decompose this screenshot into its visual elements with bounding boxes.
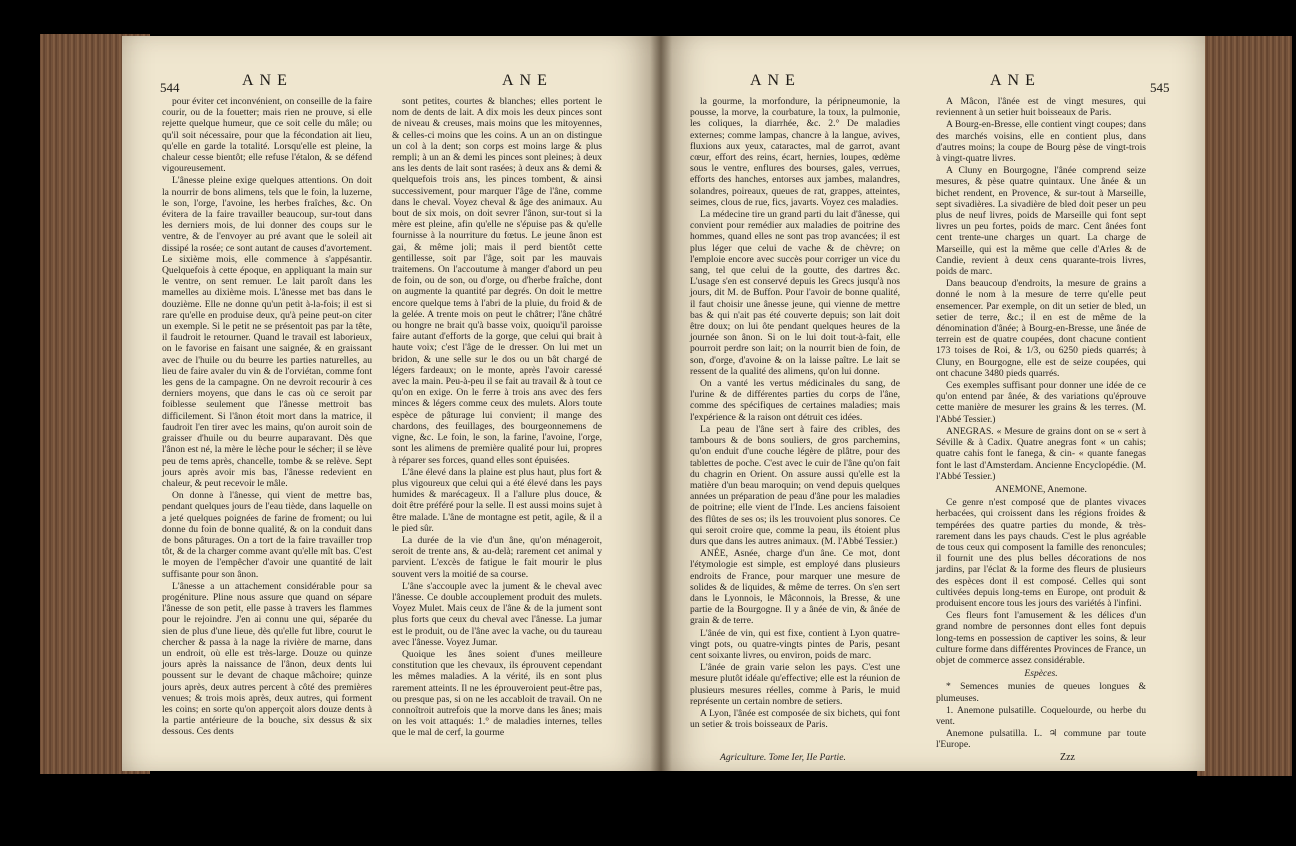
paragraph: A Bourg-en-Bresse, elle contient vingt coupes; dans des marchés voisins, elle en contient plus, dans d'autres moins; la coupe de Bourg pèse de vingt-trois à vingt-quatre livres. [936,119,1146,165]
running-head-right: ANE [990,72,1041,89]
running-head-right: ANE [502,72,553,89]
page-footer: Agriculture. Tome Ier, IIe Partie. [720,752,846,763]
book-gutter [650,36,672,771]
column-1 [690,96,900,731]
paragraph: Ces fleurs font l'amusement & les délices d'un grand nombre de personnes dont elles font depuis long-tems en possession de captiver les soins, & leur culture forme dans différentes Provinces de France, un objet de commerce assez considérable. [936,610,1146,666]
paragraph: ANEGRAS. « Mesure de grains dont on se « sert à Séville & à Cadix. Quatre anegras font « un cahis; quatre cahis font le fanega, & cin- « quante fanegas font le last d'Amsterdam. Ancienne Encyclopédie. (M. l'Abbé Tessier.) [936,425,1146,482]
page-edges-right [1197,36,1292,776]
paragraph: Anemone pulsatilla. L. ♃ commune par toute l'Europe. [936,728,1146,751]
paragraph: L'ânesse a un attachement considérable pour sa progéniture. Pline nous assure que quand on sépare l'ânesse de son petit, elle passe à travers les flammes pour le rejoindre. J'en ai connu une qui, séparée du sien de plus d'une lieue, dès qu'elle fut libre, courut le chercher & passa à la nage la rivière de marne, dans un endroit, où elle est très-large. Douze ou quinze jours après la naissance de l'ânon, deux dents lui poussent sur le devant de chaque mâchoire; quinze jours après, deux autres percent à côté des premières venues; & trois mois après, deux autres, qui forment les coins; en sorte qu'on apperçoit alors douze dents à la partie antérieure de la bouche, six dessus & six dessous. Ces dents [162,580,372,738]
paragraph: L'ânée de grain varie selon les pays. C'est une mesure plutôt idéale qu'effective; elle est la réunion de plusieurs mesures réelles, comme à Paris, le muid représente un certain nombre de setiers. [690,662,900,707]
paragraph: On a vanté les vertus médicinales du sang, de l'urine & de différentes parties du corps de l'âne, comme des spécifiques de certaines maladies; mais l'expérience & la raison ont détruit ces idées. [690,378,900,423]
paragraph: L'âne élevé dans la plaine est plus haut, plus fort & plus vigoureux que celui qui a été élevé dans les pays humides & marécageux. Il a l'allure plus douce, & doit être préféré pour la selle. Il est aussi moins sujet à être malade. L'âne de montagne est petit, agile, & il a le pied sûr. [392,466,602,534]
running-head-left: ANE [750,72,801,89]
column-2 [936,96,1146,752]
paragraph: La médecine tire un grand parti du lait d'ânesse, qui convient pour remédier aux maladies de poitrine des hommes, quand elles ne sont pas trop avancées; il est plus léger que celui de vache & de chèvre; on l'emploie encore avec succès pour corriger un vice du sang, tel que celui de la goutte, des dartres &c. L'usage s'en est conservé depuis les Grecs jusqu'à nos jours, dit M. de Buffon. Pour l'avoir de bonne qualité, il faut choisir une ânesse jeune, qui vienne de mettre bas & qui n'ait pas été couverte depuis; son lait doit être doux; on lui ôte pendant quelques heures de la journée son ânon. Si on le lui doit tout-à-fait, elle pourroit perdre son lait; on la nourrit bien de foin, de son, d'orge, d'avoine & on la laisse paître. Le lait se ressent de la qualité des alimens, qu'on lui donne. [690,209,900,377]
paragraph: pour éviter cet inconvénient, on conseille de la faire courir, ou de la fouetter; mais rien ne prouve, si elle rejette quelque humeur, que ce soit celle du mâle; ou qu'il soit nécessaire, pour que la fécondation ait lieu, qu'elle en garde la totalité. Lorsqu'elle est pleine, la chaleur cesse bientôt; elle refuse l'étalon, & se défend vigoureusement. [162,96,372,175]
paragraph: Ce genre n'est composé que de plantes vivaces herbacées, qui croissent dans les régions froides & tempérées des quatre parties du monde, & très-rarement dans les pays chauds. C'est le plus agréable de tous ceux qui composent la famille des renoncules; il fournit une des plus belles décorations de nos jardins, par l'éclat & la forme des fleurs de plusieurs des espèces dont il est composé. Celles qui sont cultivées depuis long-tems en Europe, ont produit & produisent encore tous les jours des variétés à l'infini. [936,497,1146,609]
paragraph: ANÉE, Asnée, charge d'un âne. Ce mot, dont l'étymologie est simple, est employé dans plusieurs endroits de France, pour marquer une mesure de solides & de liquides, & même de terres. On s'en sert dans le Lyonnois, le Mâconnois, la Bresse, & une partie de la Bourgogne. Il y a ânée de vin, & ânée de grain & de terre. [690,548,900,627]
column-1 [162,96,372,739]
signature-mark: Zzz [1060,752,1075,763]
paragraph: Ces exemples suffisant pour donner une idée de ce qu'on entend par ânée, & des variations qu'éprouve cette manière de mesurer les grains & les terres. (M. l'Abbé Tessier.) [936,380,1146,425]
paragraph: On donne à l'ânesse, qui vient de mettre bas, pendant quelques jours de l'eau tiède, dans laquelle on a jeté quelques poignées de farine de froment; ou lui donne du foin de bonne qualité, & on la conduit dans de bons pâturages. On a tort de la faire travailler trop tôt, & de la charger comme avant qu'elle mît bas. C'est le moyen de l'empêcher d'avoir une quantité de lait suffisante pour son ânon. [162,490,372,580]
paragraph: sont petites, courtes & blanches; elles portent le nom de dents de lait. A dix mois les deux pinces sont de niveau & creuses, mais moins que les mitoyennes, & celles-ci moins que les coins. A un an on distingue un col à la dent; son corps est moins large & plus rempli; à un an & demi les pinces sont pleines; à deux ans les dents de lait sont rasées; à deux ans & demi & quelquefois trois ans, les pinces tombent, & ainsi successivement, pour marquer l'âge de l'âne, comme dans le cheval. Voyez cheval & âge des animaux. Au bout de six mois, on doit sevrer l'ânon, sur-tout si la mère est pleine, afin qu'elle ne s'épuise pas & qu'elle fournisse à la nourriture du fœtus. Le jeune ânon est gai, & même joli; mais il perd bientôt cette gentillesse, soit par l'âge, soit par les mauvais traitemens. On l'accoutume à manger d'abord un peu de foin, ou de son, ou d'orge, ou d'herbe fraîche, dont on augmente la quantité par degrés. On doit le mettre encore quelque tems à l'abri de la pluie, du froid & de la gelée. A trente mois on peut le châtrer; l'âne châtré ou hongre ne brait qu'à basse voix, quoiqu'il paroisse faire autant d'efforts de la gorge, que celui qui brait à haute voix; c'est l'âge de le dresser. On lui met un bridon, & une selle sur le dos ou un bât chargé de légers fardeaux; on le monte, après l'avoir caressé avec la main. Peu-à-peu il se fait au travail & à tout ce qu'on en exige. On le ferre à trois ans avec des fers minces & légers comme ceux des mulets. Alors toute espèce de pâturage lui convient; il mange des chardons, des feuillages, des bourgeonnemens de vigne, &c. Le foin, le son, la farine, l'avoine, l'orge, sont les alimens de première qualité pour lui, propres à réparer ses forces, quand elles sont épuisées. [392,96,602,466]
paragraph: la gourme, la morfondure, la péripneumonie, la pousse, la morve, la courbature, la toux, la pulmonie, les coliques, la diarrhée, &c. 2.° De maladies externes; comme lampas, chancre à la langue, avives, fluxions aux yeux, cataractes, mal de garrot, avant cœur, effort des reins, écart, hernies, loupes, œdème sous le ventre, enflures des bourses, gales, verrues, efforts des hanches, entorses aux jambes, malandres, solandres, poireaux, queues de rat, grappes, atteintes, seimes, clous de rue, fics, javarts. Voyez ces maladies. [690,96,900,208]
column-2 [392,96,602,740]
paragraph: La peau de l'âne sert à faire des cribles, des tambours & de bons souliers, de gros parchemins, qu'on enduit d'une couche légère de plâtre, pour des tablettes de poche. C'est avec le cuir de l'âne qu'on fait du chagrin en Orient. On assure aussi qu'elle est la matière d'un beau maroquin; on vend depuis quelques années un préparation de peau d'âne pour les maladies de poitrine; elle vient de l'Inde. Les anciens faisoient des flûtes de ses os; ils les trouvoient plus sonores. Ce qui seroit croire que, comme la peau, ils étoient plus durs que dans les autres animaux. (M. l'Abbé Tessier.) [690,423,900,547]
paragraph: 1. Anemone pulsatille. Coquelourde, ou herbe du vent. [936,704,1146,727]
section-heading: Espèces. [1024,668,1058,680]
paragraph: La durée de la vie d'un âne, qu'on ménageroit, seroit de trente ans, & au-delà; rarement cet animal y parvient. L'excès de fatigue le fait mourir le plus souvent vers la moitié de sa course. [392,534,602,580]
paragraph: A Mâcon, l'ânée est de vingt mesures, qui reviennent à un setier huit boisseaux de Paris. [936,96,1146,119]
page-number: 545 [1150,80,1170,95]
page-number: 544 [160,80,180,95]
open-book [30,30,1292,800]
paragraph: L'ânesse pleine exige quelques attentions. On doit la nourrir de bons alimens, tels que le foin, la luzerne, le son, l'orge, l'avoine, les herbes fraîches, &c. On évitera de la faire travailler beaucoup, sur-tout dans les derniers mois, de lui donner des coups sur le ventre, & de l'envoyer au pré avant que le soleil ait dissipé la rosée; ce sont autant de causes d'avortement. Le sixième mois, elle commence à s'appésantir. Quelquefois à cette époque, en appliquant la main sur le ventre, on sent remuer. Le lait paroît dans les mamelles au dixième mois. L'ânesse met bas dans le douzième. Elle ne donne qu'un petit à-la-fois; il est si rare qu'elle en produise deux, qu'à peine peut-on citer un exemple. Si le petit ne se présentoit pas par la tête, il faudroit le retourner. Quand le travail est laborieux, on le favorise en faisant une saignée, & en graissant avec de l'huile ou du beurre les parties naturelles, au lieu de faire avaler du vin & de l'orviétan, comme font les gens de la campagne. On ne devroit recourir à ces derniers moyens, que dans le cas où ce seroit par foiblesse seulement que l'ânesse mettroit bas difficilement. Si l'ânon étoit mort dans la matrice, il faudroit l'en tirer avec les mains, qu'on auroit soin de graisser d'huile ou du beurre auparavant. Dès que l'ânon est né, la mère le lèche pour le sécher; il se lève peu de tems après, chancelle, tombe & se relève. Sept jours après avoir mis bas, l'ânesse redevient en chaleur, & peut recevoir le mâle. [162,175,372,489]
right-page [660,36,1205,771]
paragraph: Dans beaucoup d'endroits, la mesure de grains a donné le nom à la mesure de terre qu'elle peut ensemencer. Par exemple, on dit un setier de bled, un setier de terre, &c.; il en est de même de la dénomination d'ânée; à Bourg-en-Bresse, une ânée de terrein est de quatre coupées, dont chacune contient 173 toises de Roi, & 1/3, ou 6250 pieds quarrés; à Cluny, en Bourgogne, elle est de seize coupées, qui ont chacune 3480 pieds quarrés. [936,278,1146,379]
paragraph: * Semences munies de queues longues & plumeuses. [936,681,1146,704]
paragraph: A Cluny en Bourgogne, l'ânée comprend seize mesures, & pèse quatre quintaux. Une ânée & un bichet rendent, en Provence, & sur-tout à Marseille, sept sivadières. La sivadière de bled doit peser un peu plus de neuf livres, poids de Marseille qui font sept livres un peu fortes, poids de marc. Cent ânées font cent trente-une charges un quart. La charge de Marseille, qui est la même que celle d'Arles & de Candie, revient à deux cens quarante-trois livres, poids de marc. [936,165,1146,278]
paragraph: Quoique les ânes soient d'unes meilleure constitution que les chevaux, ils éprouvent cependant les mêmes maladies. A la vérité, ils en sont plus rarement atteints. Il ne les éprouveroient peut-être pas, ou presque pas, si on ne les accabloit de travail. On ne connoîtroit autrefois que la morve dans les ânes; mais on les voit attaqués: 1.° de maladies internes, telles que le mal de cerf, la gourme [392,648,602,739]
entry-heading: ANEMONE, Anemone. [995,483,1087,495]
paragraph: L'âne s'accouple avec la jument & le cheval avec l'ânesse. Ce double accouplement produit des mulets. Voyez Mulet. Mais ceux de l'âne & de la jument sont plus forts que ceux du cheval avec l'ânesse. La jumar est le produit, ou de l'âne avec la vache, ou du taureau avec l'ânesse. Voyez Jumar. [392,580,602,648]
paragraph: A Lyon, l'ânée est composée de six bichets, qui font un setier & trois boisseaux de Paris. [690,707,900,731]
paragraph: L'ânée de vin, qui est fixe, contient à Lyon quatre-vingt pots, ou quatre-vingts pintes de Paris, pesant cent soixante livres, ou environ, poids de marc. [690,627,900,661]
running-head-left: ANE [242,72,293,89]
left-page [122,36,660,771]
